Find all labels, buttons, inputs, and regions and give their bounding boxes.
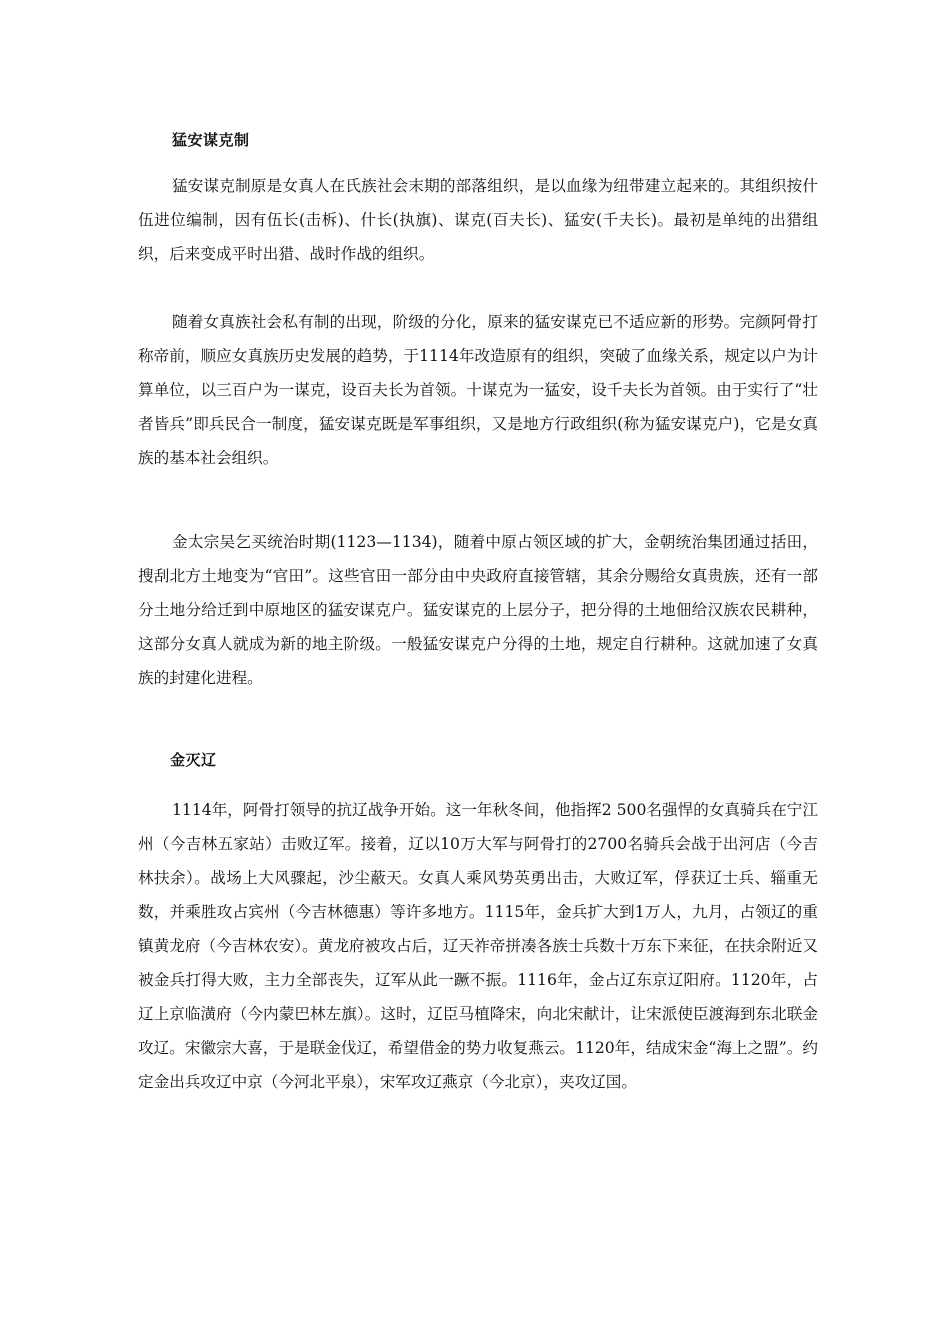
paragraph-jin-taizong-land: 金太宗吴乞买统治时期(1123—1134)，随着中原占领区域的扩大，金朝统治集团通过括田，搜刮北方土地变为“官田”。这些官田一部分由中央政府直接管辖，其余分赐给女真贵族，还有一部分土地分给迁到中原地区的猛安谋克户。猛安谋克的上层分子，把分得的土地佃给汉族农民耕种，这部分女真人就成为新的地主阶级。一般猛安谋克户分得的土地，规定自行耕种。这就加速了女真族的封建化进程。: [138, 533, 818, 687]
section-heading-jin-destroys-liao: 金灭辽: [170, 751, 217, 769]
paragraph-jin-liao-war: 1114年，阿骨打领导的抗辽战争开始。这一年秋冬间，他指挥2 500名强悍的女真骑兵在宁江州（今吉林五家站）击败辽军。接着，辽以10万大军与阿骨打的2700名骑兵会战于出河店（今吉林扶余）。战场上大风骤起，沙尘蔽天。女真人乘风势英勇出击，大败辽军，俘获辽士兵、辎重无数，并乘胜攻占宾州（今吉林德惠）等许多地方。1115年，金兵扩大到1万人，九月，占领辽的重镇黄龙府（今吉林农安）。黄龙府被攻占后，辽天祚帝拼凑各族士兵数十万东下来征，在扶余附近又被金兵打得大败，主力全部丧失，辽军从此一蹶不振。1116年，金占辽东京辽阳府。1120年，占辽上京临潢府（今内蒙巴林左旗）。这时，辽臣马植降宋，向北宋献计，让宋派使臣渡海到东北联金攻辽。宋徽宗大喜，于是联金伐辽，希望借金的势力收复燕云。1120年，结成宋金“海上之盟”。约定金出兵攻辽中京（今河北平泉），宋军攻辽燕京（今北京），夹攻辽国。: [138, 801, 818, 1091]
section-heading-meng-an-mou-ke: 猛安谋克制: [172, 131, 250, 149]
paragraph-meng-an-mou-ke-origin: 猛安谋克制原是女真人在氏族社会末期的部落组织，是以血缘为纽带建立起来的。其组织按什伍进位编制，因有伍长(击柝)、什长(执旗)、谋克(百夫长)、猛安(千夫长)。最初是单纯的出猎组织，后来变成平时出猎、战时作战的组织。: [138, 177, 818, 263]
paragraph-meng-an-mou-ke-reform: 随着女真族社会私有制的出现，阶级的分化，原来的猛安谋克已不适应新的形势。完颜阿骨打称帝前，顺应女真族历史发展的趋势，于1114年改造原有的组织，突破了血缘关系，规定以户为计算单位，以三百户为一谋克，设百夫长为首领。十谋克为一猛安，设千夫长为首领。由于实行了“壮者皆兵”即兵民合一制度，猛安谋克既是军事组织，又是地方行政组织(称为猛安谋克户)，它是女真族的基本社会组织。: [138, 313, 818, 467]
